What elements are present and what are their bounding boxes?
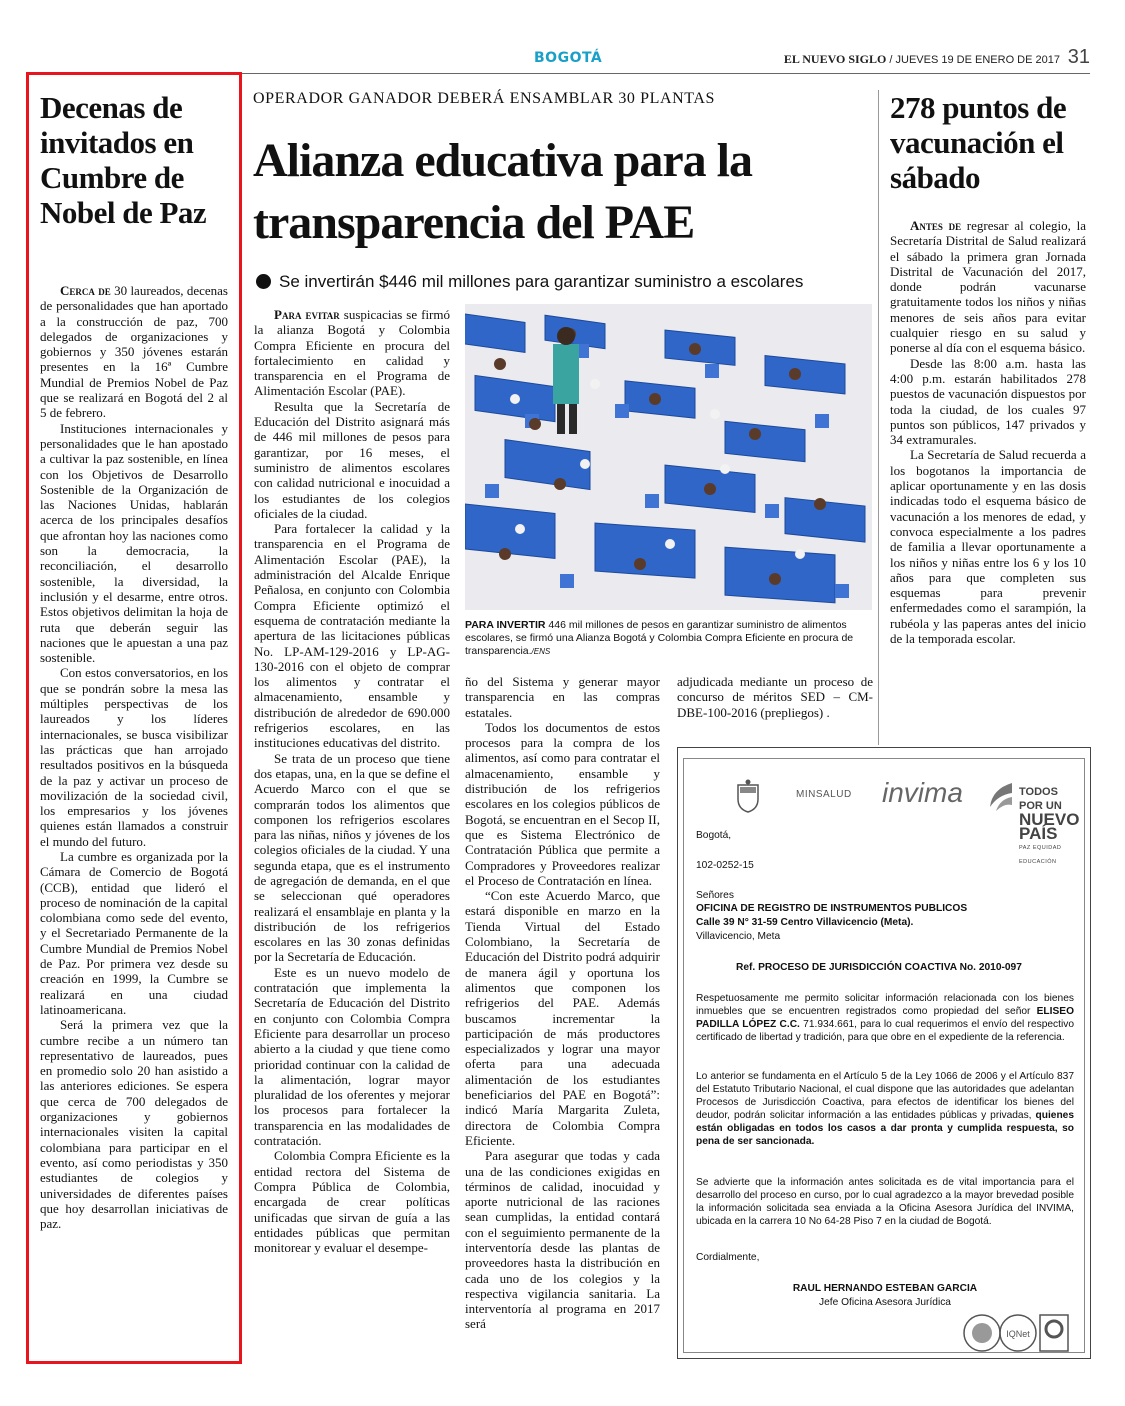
notice-signer: RAUL HERNANDO ESTEBAN GARCIA: [792, 1283, 978, 1294]
right-article-headline: 278 puntos de vacunación el sábado: [890, 90, 1067, 195]
todos-por-un-nuevo-pais-logo: TODOS POR UN NUEVO PAÍS PAZ EQUIDAD EDUCACIÓN: [1019, 786, 1080, 865]
main-article-column-1: [254, 307, 450, 1357]
section-label: BOGOTÁ: [534, 50, 603, 66]
paragraph: La Secretaría de Salud recuerda a los bogotanos la importancia de aplicar oportunamente y en las dosis indicadas todo el esquema básico de vacunación a los menores de edad, y convoca especialmente a los padres de familia a llevar oportunamente a los niños y niñas entre los 6 y los 10 años para que completen sus esquemas para prevenir enfermedades como el sarampión, la rubéola y las paperas antes del inicio de la temporada escolar.: [890, 447, 1086, 647]
photo-credit: /ENS: [531, 647, 551, 656]
paragraph: Este es un nuevo modelo de contratación que implementa la Secretaría de Educación del Distrito en conjunto con Colombia Compra Eficiente para desarrollar un proceso abierto a la ciudad y que tiene como prioridad continuar con la calidad de la alimentación, lograr mayor pluralidad de los oferentes y mejorar los procesos para fortalecer la transparencia en las modalidades de contratación.: [254, 964, 450, 1149]
main-article-column-3: [677, 674, 873, 724]
paragraph: Para fortalecer la calidad y la transparencia en el Programa de Alimentación Escolar (PAE), la administración del Alcalde Enrique Peñalosa, en conjunto con Colombia Compra Eficiente optimizó el esquema de contratación mediante la apertura de las licitaciones públicas No. LP-AM-129-2016 y LP-AG-130-2016 con el objeto de comprar los alimentos y contratar el almacenamiento, ensamble y distribución de alrededor de 690.000 refrigerios escolares, en las instituciones educativas del distrito.: [254, 521, 450, 751]
main-article-kicker: OPERADOR GANADOR DEBERÁ ENSAMBLAR 30 PLANTAS: [253, 90, 716, 107]
paragraph: Instituciones internacionales y personalidades que le han apostado a cultivar la paz sostenible, en línea con los Objetivos de Desarrollo Sostenible de la Organización de las Naciones Unidas, hablarán acerca de los principales desafíos que afrontan hoy las naciones como son la democracia, la reconciliación, el desarrollo sostenible, la diversidad, la inclusión y el desarme, entre otros. Estos objetivos delimitan la hoja de ruta que deberán seguir las naciones que le apuestan a una paz sostenible.: [40, 420, 228, 666]
right-article-body: [890, 218, 1086, 738]
bullet-icon: [256, 274, 271, 289]
notice-paragraph-1: Respetuosamente me permito solicitar información relacionada con los bienes inmuebles que se encuentren registrados como propiedad del señor ELISEO PADILLA LÓPEZ C.C. 71.934.661, para lo cual requerimos el envío del respectivo certificado de libertad y tradición, para que obre en el expediente de la referencia.: [696, 993, 1074, 1043]
notice-paragraph-3: Se advierte que la información antes solicitada es de vital importancia para el desarrollo del proceso en curso, por lo cual agradezco a la mayor brevedad posible la información solicitada sea enviada a la Oficina Asesora Jurídica del INVIMA, ubicada en la carrera 10 No 64-28 Piso 7 en la ciudad de Bogotá.: [696, 1177, 1074, 1227]
paragraph: ño del Sistema y generar mayor transparencia en las compras estatales.: [465, 674, 660, 720]
notice-office: OFICINA DE REGISTRO DE INSTRUMENTOS PUBLICOS: [696, 903, 968, 914]
paragraph: Con estos conversatorios, en los que se pondrán sobre la mesa las múltiples perspectivas de los laureados y los líderes internacionales, se busca visibilizar las prácticas que han arrojado resultados positivos en la búsqueda de la paz y activar un proceso de movilización de la sociedad civil, los empresarios y los jóvenes quienes están llamados a construir el mundo del futuro.: [40, 665, 228, 849]
caption-lead: PARA INVERTIR: [465, 619, 546, 631]
invima-logo: invima: [882, 777, 963, 808]
column-divider: [878, 90, 879, 745]
newspaper-name: EL NUEVO SIGLO: [783, 52, 887, 66]
paragraph: Colombia Compra Eficiente es la entidad rectora del Sistema de Compra Pública de Colombia, encargada de crear políticas unificadas que sirvan de guía a las entidades públicas que permitan monitorear y evaluar el desempe-: [254, 1148, 450, 1256]
notice-signer-title: Jefe Oficina Asesora Jurídica: [819, 1297, 951, 1308]
paragraph: adjudicada mediante un proceso de concurso de méritos SED – CM-DBE-100-2016 (prepliegos) .: [677, 674, 873, 720]
coat-of-arms-icon: [734, 779, 762, 813]
page-header: [26, 48, 1090, 74]
notice-address: Calle 39 N° 31-59 Centro Villavicencio (Meta).: [696, 917, 914, 928]
classroom-illustration: [465, 304, 872, 610]
paragraph: La cumbre es organizada por la Cámara de Comercio de Bogotá (CCB), entidad que lideró el proceso de nominación de la capital colombiana como sede del evento, y el Secretariado Permanente de la Cumbre Mundial de Premios Nobel de Paz. Por primera vez desde su creación en 1999, la Cumbre se realizará en una ciudad latinoamericana.: [40, 848, 228, 1017]
notice-ref-number: 102-0252-15: [696, 860, 754, 871]
notice-city: Bogotá,: [696, 830, 732, 841]
notice-closing: Cordialmente,: [696, 1252, 760, 1263]
notice-paragraph-2: Lo anterior se fundamenta en el Artículo 5 de la Ley 1066 de 2006 y el Artículo 837 del Estatuto Tributario Nacional, el cual dispone que las autoridades que adelantan Procesos de Jurisdicción Coactiva, para efectos de identificar los bienes del deudor, podrán solicitar información a las entidades públicas y privadas, quienes están obligadas en todos los casos a dar pronta y cumplida respuesta, so pena de ser sancionada.: [696, 1071, 1074, 1147]
classroom-photo: [465, 304, 872, 610]
main-article-column-2: [465, 674, 660, 1364]
notice-salutation: Señores: [696, 890, 734, 901]
paragraph: Antes de regresar al colegio, la Secretaría Distrital de Salud realizará el sábado la primera gran Jornada Distrital de Vacunación del 2017, donde podrán vacunarse gratuitamente todos los niños y niñas menores de seis años para evitar cualquier riesgo en su salud y ponerse al día con el esquema básico.: [890, 218, 1086, 356]
main-article-headline: Alianza educativa para la transparencia del PAE: [253, 134, 752, 249]
svg-text:IQNet: IQNet: [1006, 1329, 1030, 1339]
paragraph: Cerca de 30 laureados, decenas de personalidades que han aportado a la construcción de paz, 700 delegados de organizaciones y gobiernos y 350 jóvenes estarán presentes en la 16ª Cumbre Mundial de Premios Nobel de Paz que se realizará en Bogotá del 2 al 5 de febrero.: [40, 283, 228, 421]
certification-seals-icon: [962, 1311, 1072, 1355]
lead-in: Cerca de: [60, 283, 111, 298]
paragraph: Será la primera vez que la cumbre recibe a un número tan representativo de laureados, pues en promedio solo 20 han asistido a las anteriores ediciones. Se espera que cerca de 700 delegados de organizaciones y gobiernos internacionales visiten la capital colombiana para participar en el evento, así como periodistas y 350 estudiantes de colegios y universidades de diferentes países que hoy desarrollan iniciativas de paz.: [40, 1017, 228, 1232]
notice-location: Villavicencio, Meta: [696, 931, 781, 942]
notice-reference: Ref. PROCESO DE JURISDICCIÓN COACTIVA No. 2010-097: [736, 962, 1022, 973]
left-article-headline: Decenas de invitados en Cumbre de Nobel de Paz: [40, 90, 207, 230]
notice-frame: [683, 758, 1085, 1353]
swoosh-icon: [986, 779, 1016, 815]
main-article-subhead: Se invertirán $446 mil millones para garantizar suministro a escolares: [256, 272, 866, 292]
lead-in: Para evitar: [274, 307, 340, 322]
paragraph: Para asegurar que todas y cada una de las condiciones exigidas en términos de calidad, inocuidad y aporte nutricional de las raciones sean cumplidas, la entidad contará con el seguimiento permanente de la interventoría desde las plantas de proveedores hasta la distribución en cada uno de los colegios y la respectiva vigilancia sanitaria. La interventoría al programa en 2017 será: [465, 1148, 660, 1332]
page-number: 31: [1067, 46, 1090, 68]
paragraph: Todos los documentos de estos procesos para la compra de los alimentos, así como para contratar el almacenamiento, ensamble y distribución de los refrigerios escolares en los colegios públicos de Bogotá, se encuentran en el Secop II, que es Sistema Electrónico de Contratación Pública que permite a Compradores y Proveedores realizar el Proceso de Contratación en línea.: [465, 719, 660, 888]
paragraph: “Con este Acuerdo Marco, que estará disponible en marzo en la Tienda Virtual del Estado Colombiano, la Secretaría de Educación del Distrito podrá adquirir de manera ágil y oportuna los alimentos que componen los refrigerios del PAE. Además buscamos incrementar la participación de más productores especializados y lograr una mayor oferta para una adecuada alimentación de los estudiantes beneficiarios del PAE en Bogotá”: indicó María Margarita Zuleta, directora de Colombia Compra Eficiente.: [465, 888, 660, 1148]
photo-caption: PARA INVERTIR 446 mil millones de pesos en garantizar suministro de alimentos escolares, se firmó una Alianza Bogotá y Colombia Compra Eficiente en procura de transparencia./ENS: [465, 619, 854, 657]
paragraph: Desde las 8:00 a.m. hasta las 4:00 p.m. estarán habilitados 278 puestos de vacunación dispuestos por toda la ciudad, de los cuales 97 puntos son públicos, 147 privados y 34 extramurales.: [890, 355, 1086, 448]
paragraph: Se trata de un proceso que tiene dos etapas, una, en la que se define el Acuerdo Marco con el que se comprarán todos los alimentos que componen los refrigerios escolares para las niñas, niños y jóvenes de los colegios oficiales de la ciudad. Y una segunda etapa, que es el instrumento de agregación de demanda, en el que se seleccionan qué operadores realizará el ensamblaje en planta y la distribución de los refrigerios escolares en las 30 zonas definidas por la Secretaría de Educación.: [254, 750, 450, 965]
lead-in: Antes de: [910, 218, 962, 233]
masthead: [784, 52, 1060, 67]
left-article-body: [40, 283, 228, 1358]
paragraph: Para evitar suspicacias se firmó la alianza Bogotá y Colombia Compra Eficiente en procura del fortalecimiento en calidad y transparencia en el Programa de Alimentación Escolar (PAE).: [254, 307, 450, 399]
official-notice: [677, 747, 1091, 1359]
paragraph: Resulta que la Secretaría de Educación del Distrito asignará más de 446 mil millones de pesos para garantizar, por 16 meses, el suministro de alimentos escolares con calidad nutricional e inocuidad a los estudiantes de los colegios oficiales de la ciudad.: [254, 398, 450, 521]
notice-logos: [734, 773, 1080, 865]
issue-date: / JUEVES 19 DE ENERO DE 2017: [886, 54, 1060, 66]
minsalud-logo: MINSALUD: [796, 789, 852, 800]
